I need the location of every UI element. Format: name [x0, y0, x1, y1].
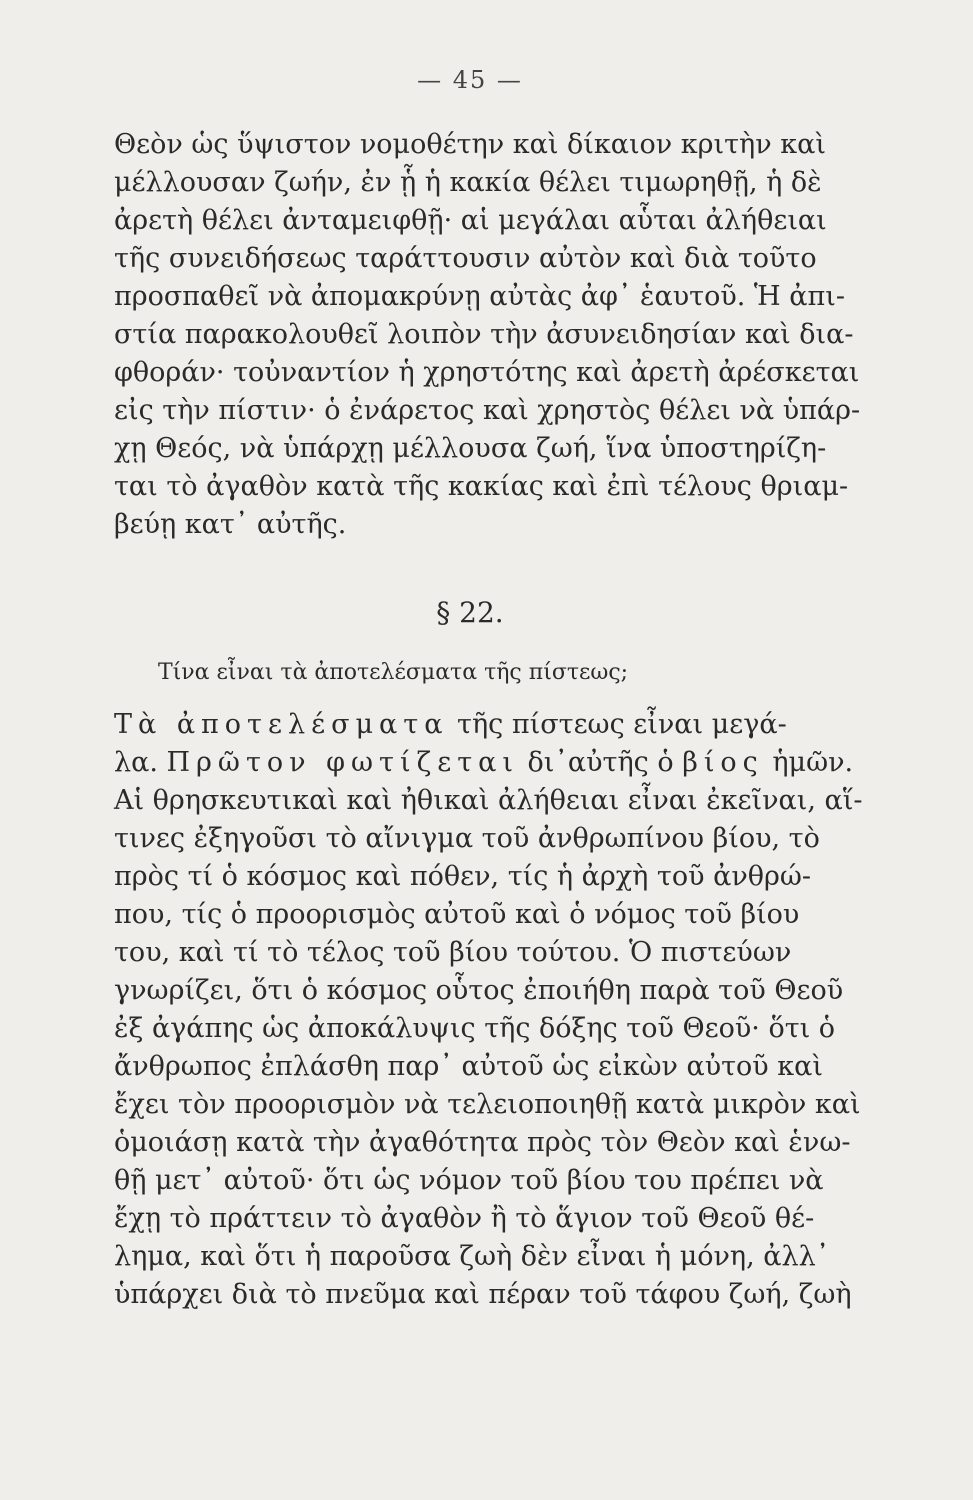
text-line: του, καὶ τί τὸ τέλος τοῦ βίου τούτου. Ὁ πιστεύων: [114, 937, 792, 968]
text-line: [114, 706, 826, 744]
text-fragment: ἡμῶν.: [763, 747, 854, 778]
section-question: Τίνα εἶναι τὰ ἀποτελέσματα τῆς πίστεως;: [158, 660, 629, 685]
text-line: λημα, καὶ ὅτι ἡ παροῦσα ζωὴ δὲν εἶναι ἡ μόνη, ἀλλ᾽: [114, 1241, 830, 1272]
text-line: τῆς συνειδήσεως ταράττουσιν αὐτὸν καὶ διὰ τοῦτο: [114, 243, 817, 274]
text-line: ται τὸ ἀγαθὸν κατὰ τῆς κακίας καὶ ἐπὶ τέλους θριαμ-: [114, 471, 849, 502]
text-line: ὁμοιάσῃ κατὰ τὴν ἀγαθότητα πρὸς τὸν Θεὸν καὶ ἑνω-: [114, 1127, 851, 1158]
text-fragment: λα.: [114, 747, 167, 778]
page-number: — 45 —: [417, 66, 523, 94]
spaced-emphasis: Τὰ ἀποτελέσματα: [114, 709, 449, 740]
text-line: ἀρετὴ θέλει ἀνταμειφθῇ· αἱ μεγάλαι αὗται ἀλήθειαι: [114, 205, 827, 236]
spaced-emphasis: βίος: [682, 747, 764, 778]
paragraph-1: [114, 126, 861, 544]
text-line: ἔχει τὸν προορισμὸν νὰ τελειοποιηθῇ κατὰ μικρὸν καὶ: [114, 1089, 861, 1120]
text-line: μέλλουσαν ζωήν, ἐν ᾗ ἡ κακία θέλει τιμωρηθῇ, ἡ δὲ: [114, 167, 822, 198]
section-heading: § 22.: [436, 596, 504, 629]
text-line: βεύῃ κατ᾽ αὐτῆς.: [114, 509, 347, 540]
text-line: [114, 744, 854, 782]
text-line: στία παρακολουθεῖ λοιπὸν τὴν ἀσυνειδησίαν καὶ δια-: [114, 319, 854, 350]
text-line: ἄνθρωπος ἐπλάσθη παρ᾽ αὐτοῦ ὡς εἰκὼν αὐτοῦ καὶ: [114, 1051, 824, 1082]
spaced-emphasis: Πρῶτον φωτίζεται: [166, 747, 519, 778]
text-line: ὑπάρχει διὰ τὸ πνεῦμα καὶ πέραν τοῦ τάφου ζωή, ζωὴ: [114, 1279, 852, 1310]
text-line: χῃ Θεός, νὰ ὑπάρχῃ μέλλουσα ζωή, ἵνα ὑποστηρίζη-: [114, 433, 827, 464]
text-line: γνωρίζει, ὅτι ὁ κόσμος οὗτος ἐποιήθη παρὰ τοῦ Θεοῦ: [114, 975, 844, 1006]
text-line: Θεὸν ὡς ὕψιστον νομοθέτην καὶ δίκαιον κριτὴν καὶ: [114, 129, 826, 160]
text-line: ἔχῃ τὸ πράττειν τὸ ἀγαθὸν ἢ τὸ ἅγιον τοῦ Θεοῦ θέ-: [114, 1203, 815, 1234]
text-fragment: τῆς πίστεως εἶναι μεγά-: [448, 709, 787, 740]
text-line: θῇ μετ᾽ αὐτοῦ· ὅτι ὡς νόμον τοῦ βίου του πρέπει νὰ: [114, 1165, 824, 1196]
text-line: που, τίς ὁ προορισμὸς αὐτοῦ καὶ ὁ νόμος τοῦ βίου: [114, 899, 800, 930]
text-line: εἰς τὴν πίστιν· ὁ ἐνάρετος καὶ χρηστὸς θέλει νὰ ὑπάρ-: [114, 395, 861, 426]
paragraph-2: [114, 706, 863, 1314]
text-line: προσπαθεῖ νὰ ἀπομακρύνῃ αὐτὰς ἀφ᾽ ἑαυτοῦ. Ἡ ἀπι-: [114, 281, 845, 312]
text-line: πρὸς τί ὁ κόσμος καὶ πόθεν, τίς ἡ ἀρχὴ τοῦ ἀνθρώ-: [114, 861, 812, 892]
text-line: Αἱ θρησκευτικαὶ καὶ ἠθικαὶ ἀλήθειαι εἶναι ἐκεῖναι, αἵ-: [114, 785, 863, 816]
text-line: τινες ἐξηγοῦσι τὸ αἴνιγμα τοῦ ἀνθρωπίνου βίου, τὸ: [114, 823, 820, 854]
text-line: φθοράν· τοὐναντίον ἡ χρηστότης καὶ ἀρετὴ ἀρέσκεται: [114, 357, 860, 388]
text-line: ἐξ ἀγάπης ὡς ἀποκάλυψις τῆς δόξης τοῦ Θεοῦ· ὅτι ὁ: [114, 1013, 836, 1044]
text-fragment: δι᾽αὐτῆς ὁ: [518, 747, 683, 778]
